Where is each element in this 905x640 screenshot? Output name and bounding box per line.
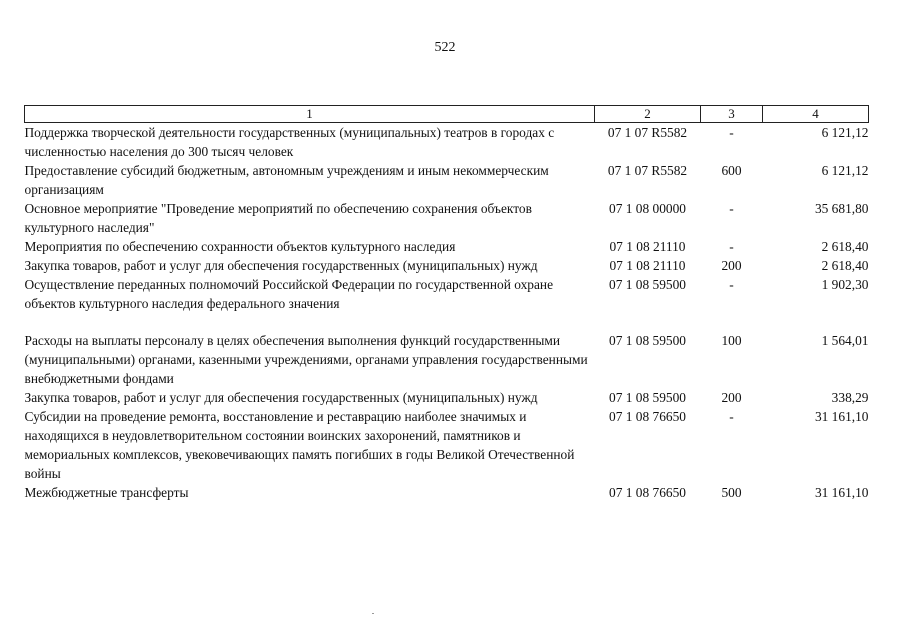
row-name: Предоставление субсидий бюджетным, автономным учреждениям и иным некоммерческим организациям xyxy=(24,163,549,197)
row-code: 07 1 08 59500 xyxy=(609,390,686,405)
row-expense-type: 100 xyxy=(721,333,742,348)
page-number: 522 xyxy=(434,40,456,55)
row-code: 07 1 08 59500 xyxy=(609,333,686,348)
column-header-amount: 4 xyxy=(763,106,869,123)
table-row xyxy=(25,123,869,162)
table-row xyxy=(25,161,869,199)
table-row xyxy=(25,407,869,483)
row-name: Субсидии на проведение ремонта, восстановление и реставрацию наиболее значимых и находящихся в неудовлетворительном состоянии воинских захоронений, памятников и мемориальных комплексов, увековечивающих память погибших в годы Великой Отечественной войны xyxy=(24,409,575,481)
row-expense-type: - xyxy=(729,239,734,254)
row-code: 07 1 08 76650 xyxy=(609,485,686,500)
row-amount: 2 618,40 xyxy=(821,239,869,254)
table-row xyxy=(25,256,869,275)
row-name: Поддержка творческой деятельности государственных (муниципальных) театров в городах с численностью населения до 300 тысяч человек xyxy=(24,125,555,159)
row-amount: 1 564,01 xyxy=(821,333,869,348)
row-amount: 35 681,80 xyxy=(814,201,869,216)
row-amount: 6 121,12 xyxy=(821,163,869,178)
row-expense-type: 200 xyxy=(721,258,742,273)
row-expense-type: - xyxy=(729,201,734,216)
table-row xyxy=(25,483,869,502)
row-name: Основное мероприятие "Проведение мероприятий по обеспечению сохранения объектов культурного наследия" xyxy=(24,201,532,235)
scan-speck xyxy=(372,613,374,614)
row-expense-type: - xyxy=(729,277,734,292)
row-amount: 1 902,30 xyxy=(821,277,869,292)
row-name: Межбюджетные трансферты xyxy=(24,485,189,500)
row-code: 07 1 07 R5582 xyxy=(607,163,688,178)
row-expense-type: 200 xyxy=(721,390,742,405)
row-amount: 2 618,40 xyxy=(821,258,869,273)
table-row xyxy=(25,388,869,407)
table-row xyxy=(25,331,869,388)
row-name: Мероприятия по обеспечению сохранности объектов культурного наследия xyxy=(24,239,456,254)
column-header-expense-type: 3 xyxy=(701,106,763,123)
row-name: Закупка товаров, работ и услуг для обеспечения государственных (муниципальных) нужд xyxy=(24,258,538,273)
row-code: 07 1 08 21110 xyxy=(609,258,686,273)
table-row xyxy=(25,237,869,256)
row-expense-type: - xyxy=(729,409,734,424)
row-name: Осуществление переданных полномочий Российской Федерации по государственной охране объектов культурного наследия федерального значения xyxy=(24,277,554,311)
row-amount: 31 161,10 xyxy=(814,485,869,500)
row-code: 07 1 07 R5582 xyxy=(607,125,688,140)
column-header-name: 1 xyxy=(25,106,595,123)
row-code: 07 1 08 59500 xyxy=(609,277,686,292)
row-amount: 338,29 xyxy=(831,390,869,405)
row-amount: 6 121,12 xyxy=(821,125,869,140)
row-code: 07 1 08 21110 xyxy=(609,239,686,254)
row-code: 07 1 08 76650 xyxy=(609,409,686,424)
row-name: Закупка товаров, работ и услуг для обеспечения государственных (муниципальных) нужд xyxy=(24,390,538,405)
row-code: 07 1 08 00000 xyxy=(609,201,686,216)
row-amount: 31 161,10 xyxy=(814,409,869,424)
row-name: Расходы на выплаты персоналу в целях обеспечения выполнения функций государственными (муниципальными) органами, казенными учреждениями, органами управления государственными внебюджетными фондами xyxy=(24,333,588,386)
row-expense-type: 500 xyxy=(721,485,742,500)
row-expense-type: - xyxy=(729,125,734,140)
column-header-code: 2 xyxy=(595,106,701,123)
row-expense-type: 600 xyxy=(721,163,742,178)
table-row xyxy=(25,275,869,331)
budget-table xyxy=(24,105,869,502)
table-row xyxy=(25,199,869,237)
table-header-row xyxy=(25,106,869,123)
